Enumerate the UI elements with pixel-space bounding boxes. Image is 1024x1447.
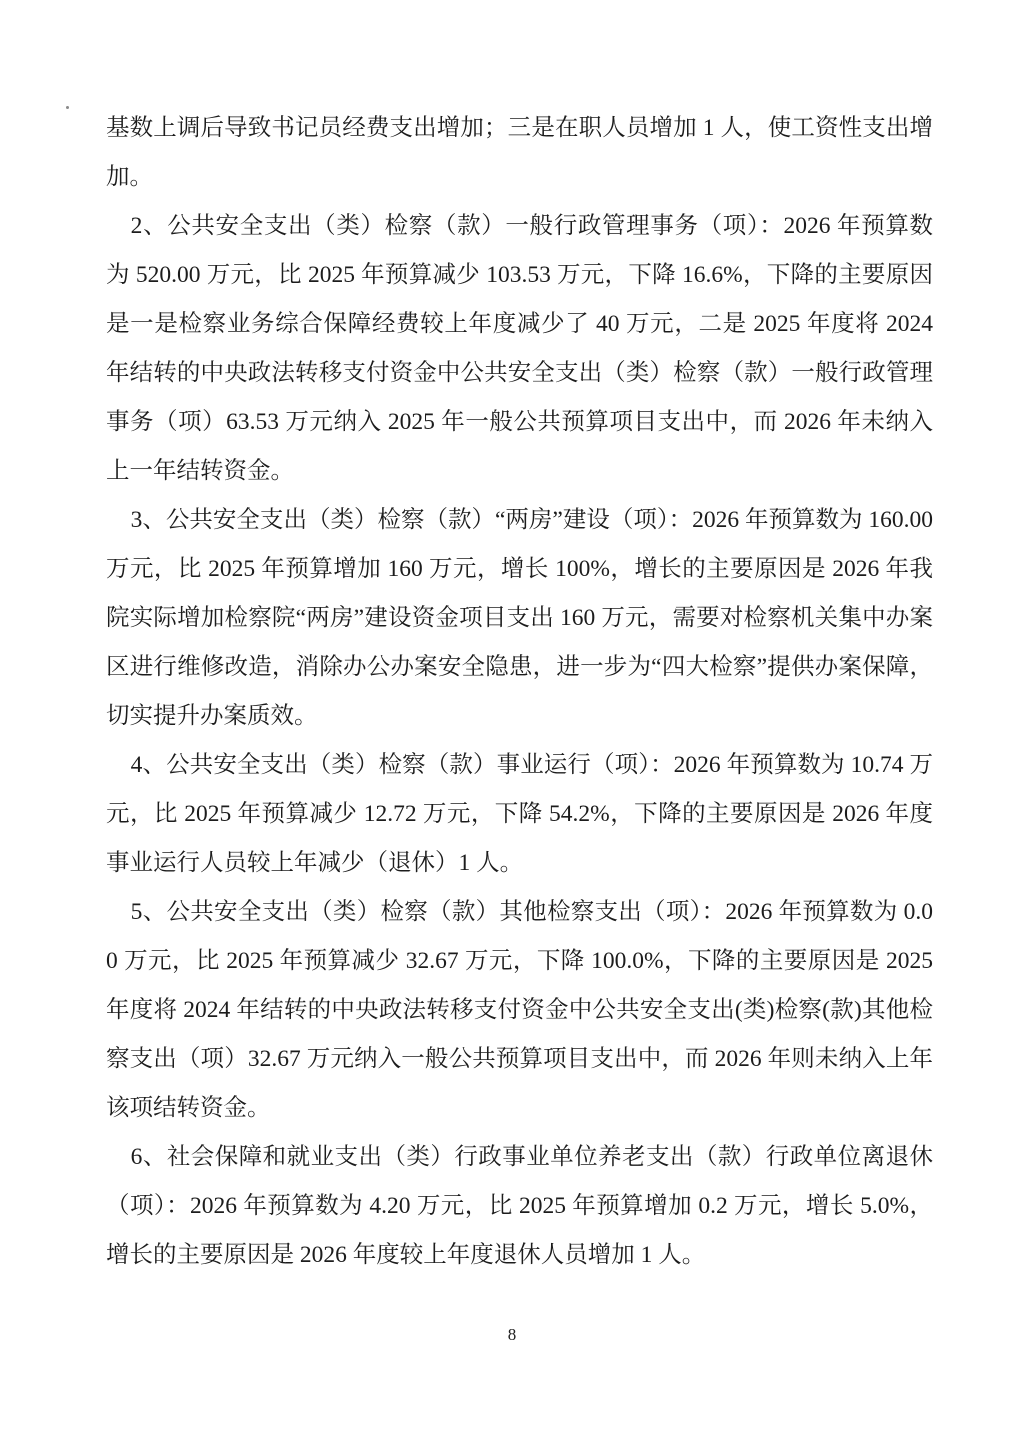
paragraph: 5、公共安全支出（类）检察（款）其他检察支出（项）：2026 年预算数为 0.00 万元，比 2025 年预算减少 32.67 万元，下降 100.0%，下降的主要原因是 2025 年度将 2024 年结转的中央政法转移支付资金中公共安全支出(类)检察(款)其他检察支出（项）32.67 万元纳入一般公共预算项目支出中，而 2026 年则未纳入上年该项结转资金。 xyxy=(106,899,933,1121)
paragraph: 4、公共安全支出（类）检察（款）事业运行（项）：2026 年预算数为 10.74 万元，比 2025 年预算减少 12.72 万元，下降 54.2%，下降的主要原因是 2026 年度事业运行人员较上年减少（退休）1 人。 xyxy=(106,752,933,876)
page-number: 8 xyxy=(507,1325,517,1344)
paragraph: 2、公共安全支出（类）检察（款）一般行政管理事务（项）：2026 年预算数为 520.00 万元，比 2025 年预算减少 103.53 万元，下降 16.6%，下降的主要原因是一是检察业务综合保障经费较上年度减少了 40 万元，二是 2025 年度将 2024 年结转的中央政法转移支付资金中公共安全支出（类）检察（款）一般行政管理事务（项）63.53 万元纳入 2025 年一般公共预算项目支出中，而 2026 年未纳入上一年结转资金。 xyxy=(106,213,933,484)
document-body xyxy=(106,104,933,1280)
paragraph: 基数上调后导致书记员经费支出增加；三是在职人员增加 1 人，使工资性支出增加。 xyxy=(106,115,933,190)
scan-speck xyxy=(66,106,69,109)
paragraph: 3、公共安全支出（类）检察（款）“两房”建设（项）：2026 年预算数为 160.00 万元，比 2025 年预算增加 160 万元，增长 100%，增长的主要原因是 2026 年我院实际增加检察院“两房”建设资金项目支出 160 万元，需要对检察机关集中办案区进行维修改造，消除办公办案安全隐患，进一步为“四大检察”提供办案保障，切实提升办案质效。 xyxy=(106,507,933,729)
paragraph: 6、社会保障和就业支出（类）行政事业单位养老支出（款）行政单位离退休（项）：2026 年预算数为 4.20 万元，比 2025 年预算增加 0.2 万元，增长 5.0%，增长的主要原因是 2026 年度较上年度退休人员增加 1 人。 xyxy=(106,1144,933,1268)
page-footer xyxy=(0,1324,1024,1346)
